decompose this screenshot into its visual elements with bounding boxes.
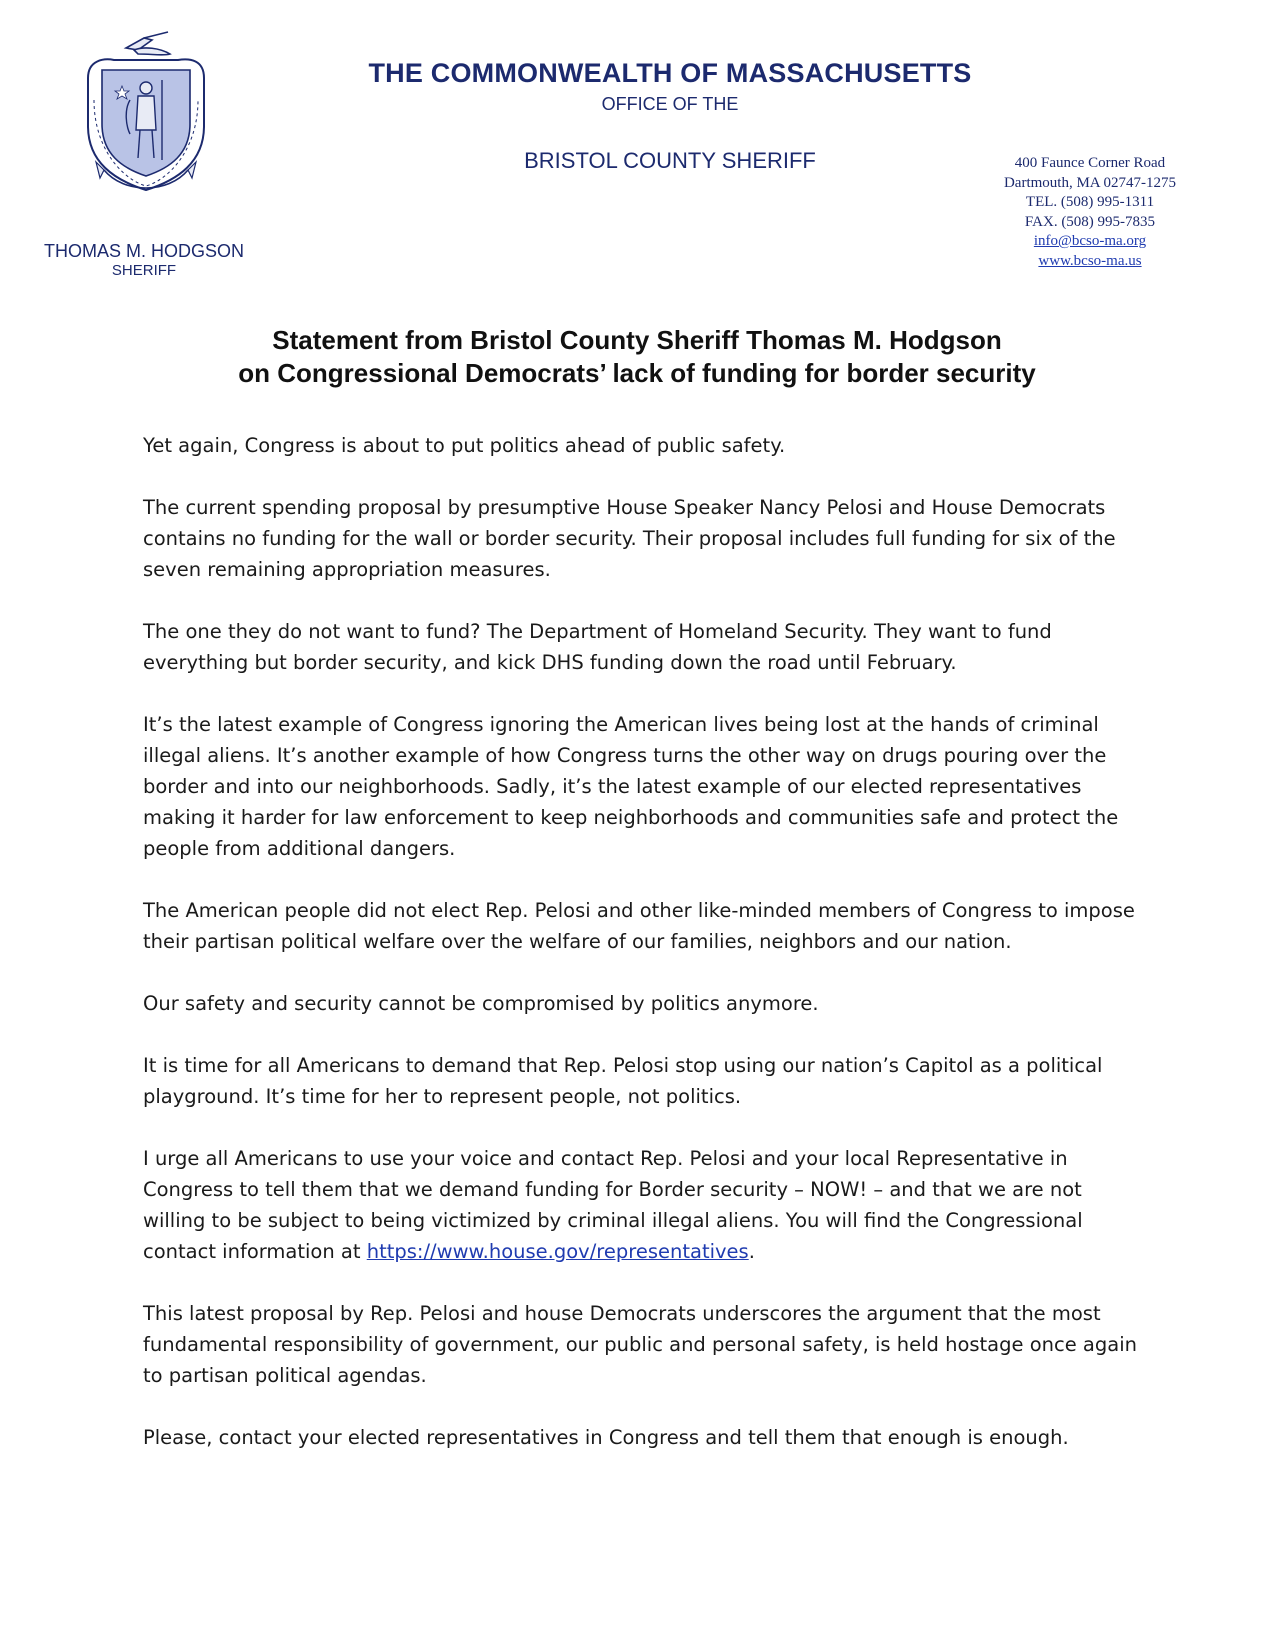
paragraph-8-text: I urge all Americans to use your voice and contact Rep. Pelosi and your local Representative in Congress to tell them that we demand funding for Border security – NOW! – and that we are not willing to be subject to being victimized by criminal illegal aliens. You will find the Congressional contact information at bbox=[143, 1147, 1083, 1263]
paragraph-3: The one they do not want to fund? The Department of Homeland Security. They want to fund everything but border security, and kick DHS funding down the road until February. bbox=[143, 620, 1052, 674]
paragraph-2: The current spending proposal by presumptive House Speaker Nancy Pelosi and House Democrats contains no funding for the wall or border security. Their proposal includes full funding for six of the seven remaining appropriation measures. bbox=[143, 496, 1116, 581]
sheriff-name-block bbox=[0, 240, 288, 280]
address-fax: FAX. (508) 995-7835 bbox=[1024, 213, 1156, 230]
commonwealth-heading: THE COMMONWEALTH OF MASSACHUSETTS bbox=[368, 58, 972, 88]
sheriff-title: SHERIFF bbox=[111, 262, 177, 279]
address-tel: TEL. (508) 995-1311 bbox=[1025, 194, 1155, 210]
email-link[interactable]: info@bcso-ma.org bbox=[1033, 233, 1147, 249]
website-link[interactable]: www.bcso-ma.us bbox=[1038, 252, 1142, 269]
address-block bbox=[940, 154, 1240, 271]
paragraph-8-end: . bbox=[748, 1240, 755, 1263]
statement-body bbox=[143, 430, 1143, 1484]
paragraph-10: Please, contact your elected representatives in Congress and tell them that enough is enough. bbox=[143, 1426, 1069, 1449]
address-city: Dartmouth, MA 02747-1275 bbox=[1003, 174, 1177, 191]
address-street: 400 Faunce Corner Road bbox=[1014, 155, 1166, 171]
paragraph-5: The American people did not elect Rep. Pelosi and other like-minded members of Congress to impose their partisan political welfare over the welfare of our families, neighbors and our nation. bbox=[143, 899, 1135, 953]
headline-line-2: on Congressional Democrats’ lack of funding for border security bbox=[238, 358, 1036, 388]
paragraph-9: This latest proposal by Rep. Pelosi and house Democrats underscores the argument that the most fundamental responsibility of government, our public and personal safety, is held hostage once again to partisan political agendas. bbox=[143, 1302, 1137, 1387]
county-heading: BRISTOL COUNTY SHERIFF bbox=[524, 148, 816, 173]
letterhead-title bbox=[290, 56, 1050, 116]
massachusetts-seal-icon bbox=[74, 30, 218, 200]
paragraph-4: It’s the latest example of Congress ignoring the American lives being lost at the hands of criminal illegal aliens. It’s another example of how Congress turns the other way on drugs pouring over the border and into our neighborhoods. Sadly, it’s the latest example of our elected representatives making it harder for law enforcement to keep neighborhoods and communities safe and protect the people from additional dangers. bbox=[143, 713, 1119, 860]
paragraph-8 bbox=[143, 1143, 1143, 1267]
office-of-label: OFFICE OF THE bbox=[601, 94, 739, 114]
paragraph-7: It is time for all Americans to demand that Rep. Pelosi stop using our nation’s Capitol as a political playground. It’s time for her to represent people, not politics. bbox=[143, 1054, 1103, 1108]
paragraph-1: Yet again, Congress is about to put politics ahead of public safety. bbox=[143, 434, 786, 457]
sheriff-name: THOMAS M. HODGSON bbox=[43, 241, 244, 261]
headline-line-1: Statement from Bristol County Sheriff Thomas M. Hodgson bbox=[272, 325, 1002, 355]
statement-headline bbox=[120, 324, 1154, 390]
paragraph-6: Our safety and security cannot be compromised by politics anymore. bbox=[143, 992, 819, 1015]
house-representatives-link[interactable]: https://www.house.gov/representatives bbox=[366, 1240, 749, 1263]
